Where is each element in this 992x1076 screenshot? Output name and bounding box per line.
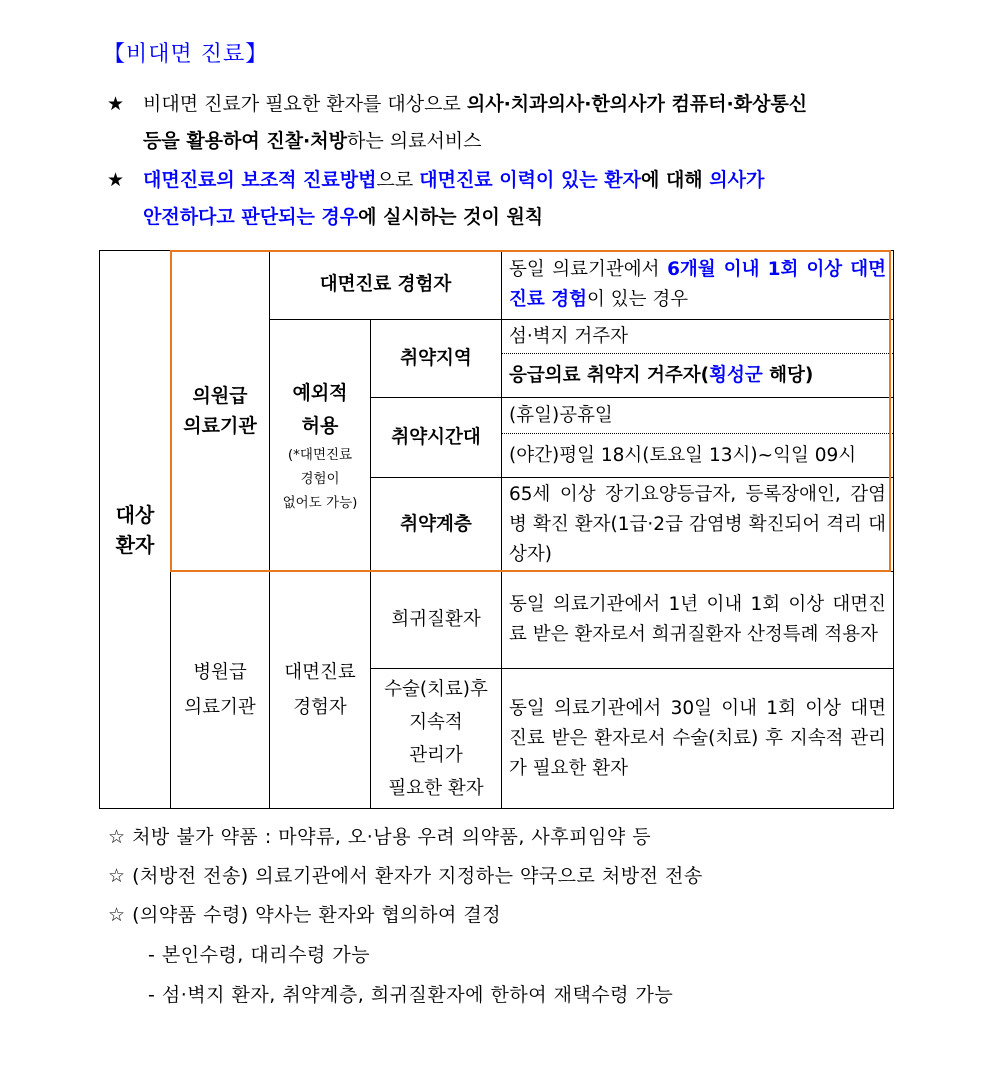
bullet-emphasis-blue: 대면진료의 보조적 진료방법 — [143, 169, 377, 191]
bullet-emphasis: 의사·치과의사·한의사가 컴퓨터·화상통신 — [466, 93, 808, 115]
face-exp-desc — [502, 251, 894, 320]
class-desc: 65세 이상 장기요양등급자, 등록장애인, 감염병 확진 환자(1급·2급 감염병 확진되어 격리 대상자) — [502, 478, 894, 572]
desc-text: 이 있는 경우 — [586, 289, 689, 310]
class-cell: 취약계층 — [371, 478, 502, 572]
bullet-emphasis-blue: 대면진료 이력이 있는 환자 — [419, 169, 641, 191]
bullet-principle — [107, 162, 897, 236]
note-transmission: ☆ (처방전 전송) 의료기관에서 환자가 지정하는 약국으로 처방전 전송 — [108, 865, 703, 887]
time-cell: 취약시간대 — [371, 398, 502, 478]
bullet-emphasis: 등을 활용하여 진찰·처방 — [143, 130, 347, 152]
eligibility-table — [99, 250, 894, 809]
time-item-1: (휴일)공휴일 — [502, 398, 894, 434]
desc-text: 동일 의료기관에서 — [509, 259, 668, 280]
area-cell: 취약지역 — [371, 320, 502, 398]
bullet-emphasis: 에 실시하는 것이 원칙 — [358, 206, 544, 228]
face-exp-cell: 대면진료 경험자 — [270, 251, 502, 320]
bullet-text: 비대면 진료가 필요한 환자를 대상으로 — [143, 93, 467, 115]
hospital-exp-cell: 대면진료 경험자 — [270, 572, 371, 809]
subnote-self: - 본인수령, 대리수령 가능 — [148, 944, 371, 966]
desc-text: 응급의료 취약지 거주자( — [509, 364, 710, 386]
target-patient-cell: 대상 환자 — [100, 251, 171, 809]
bullet-definition — [107, 86, 897, 160]
bullet-text: 하는 의료서비스 — [347, 130, 482, 152]
rare-cell: 희귀질환자 — [371, 572, 502, 669]
bullet-emphasis: 에 대해 — [640, 169, 710, 191]
subnote-home: - 섬·벽지 환자, 취약계층, 희귀질환자에 한하여 재택수령 가능 — [148, 984, 674, 1006]
surgery-desc: 동일 의료기관에서 30일 이내 1회 이상 대면 진료 받은 환자로서 수술(치료) 후 지속적 관리가 필요한 환자 — [502, 669, 894, 809]
star-icon: ★ — [107, 93, 125, 115]
desc-emphasis: 6개월 이내 1회 이상 대면진료 경험 — [509, 259, 887, 310]
surgery-cell: 수술(치료)후 지속적 관리가 필요한 환자 — [371, 669, 502, 809]
exception-note: (*대면진료 경험이 없어도 가능) — [282, 446, 358, 511]
area-item-2 — [502, 354, 894, 398]
hospital-cell: 병원급 의료기관 — [171, 572, 270, 809]
clinic-cell: 의원급 의료기관 — [171, 251, 270, 572]
area-item-1: 섬·벽지 거주자 — [502, 320, 894, 354]
bullet-emphasis-blue: 안전하다고 판단되는 경우 — [143, 206, 359, 228]
exception-label: 예외적 허용 — [292, 381, 348, 437]
star-icon: ★ — [107, 169, 125, 191]
exception-cell — [270, 320, 371, 572]
time-item-2: (야간)평일 18시(토요일 13시)~익일 09시 — [502, 434, 894, 478]
section-title: 【비대면 진료】 — [103, 42, 269, 67]
desc-text: 해당) — [762, 364, 814, 386]
bullet-emphasis-blue: 의사가 — [709, 169, 765, 191]
desc-emphasis: 횡성군 — [709, 364, 763, 386]
note-receipt: ☆ (의약품 수령) 약사는 환자와 협의하여 결정 — [108, 904, 502, 926]
rare-desc: 동일 의료기관에서 1년 이내 1회 이상 대면진료 받은 환자로서 희귀질환자 산정특례 적용자 — [502, 572, 894, 669]
note-prescription: ☆ 처방 불가 약품 : 마약류, 오·남용 우려 의약품, 사후피임약 등 — [108, 826, 652, 848]
bullet-text: 으로 — [376, 169, 420, 191]
